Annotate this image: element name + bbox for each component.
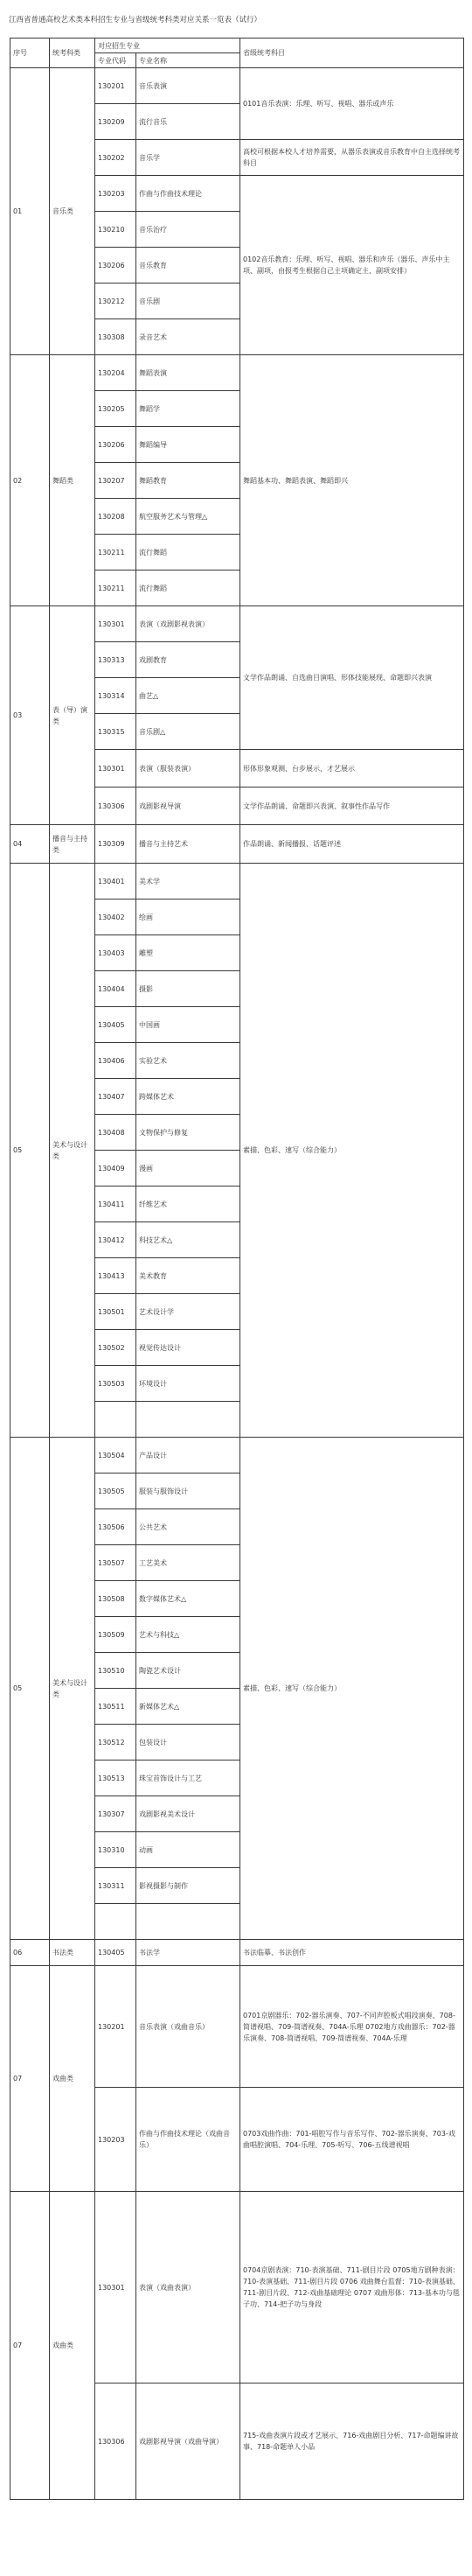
major-code-cell: 130503 <box>95 1366 136 1402</box>
major-name-cell: 中国画 <box>136 1007 240 1043</box>
major-name-cell: 流行舞蹈 <box>136 535 240 570</box>
major-code-cell: 130307 <box>95 1796 136 1832</box>
major-name-cell: 陶瓷艺术设计 <box>136 1653 240 1689</box>
seq-cell: 06 <box>10 1940 50 1966</box>
major-code-cell: 130413 <box>95 1258 136 1294</box>
major-name-cell <box>136 1402 240 1438</box>
seq-cell: 01 <box>10 68 50 355</box>
table-row <box>10 1438 464 1474</box>
major-code-cell: 130202 <box>95 140 136 176</box>
category-cell: 美术与设计类 <box>50 1438 95 1940</box>
table-row <box>10 1966 464 2088</box>
major-code-cell: 130505 <box>95 1474 136 1509</box>
category-cell: 戏曲类 <box>50 2192 95 2500</box>
table-row <box>10 2192 464 2384</box>
seq-cell: 05 <box>10 864 50 1438</box>
major-code-cell: 130412 <box>95 1222 136 1258</box>
major-name-cell: 音乐表演（戏曲音乐） <box>136 1966 240 2088</box>
major-code-cell: 130501 <box>95 1294 136 1330</box>
major-name-cell: 纤维艺术 <box>136 1186 240 1222</box>
major-name-cell: 戏剧影视导演（戏曲导演） <box>136 2384 240 2500</box>
major-name-cell: 环境设计 <box>136 1366 240 1402</box>
major-name-cell: 作曲与作曲技术理论（戏曲音乐） <box>136 2088 240 2192</box>
header-category: 统考科类 <box>50 38 95 68</box>
major-code-cell: 130211 <box>95 535 136 570</box>
major-name-cell: 艺术与科技△ <box>136 1617 240 1653</box>
major-code-cell: 130313 <box>95 642 136 678</box>
major-code-cell: 130203 <box>95 2088 136 2192</box>
major-code-cell: 130301 <box>95 750 136 788</box>
major-name-cell: 新媒体艺术△ <box>136 1689 240 1725</box>
exam-subjects-cell: 715-戏曲表演片段或才艺展示、716-戏曲剧目分析、717-命题编讲故事、718-命题单人小品 <box>240 2384 464 2500</box>
exam-subjects-cell: 文学作品朗诵、命题即兴表演、叙事性作品写作 <box>240 788 464 825</box>
major-code-cell: 130504 <box>95 1438 136 1474</box>
major-code-cell: 130209 <box>95 104 136 140</box>
table-body <box>10 38 464 2500</box>
major-name-cell: 戏剧影视导演 <box>136 788 240 825</box>
major-code-cell: 130404 <box>95 971 136 1007</box>
major-code-cell: 130201 <box>95 68 136 104</box>
major-name-cell: 流行音乐 <box>136 104 240 140</box>
table-row <box>10 1940 464 1966</box>
major-name-cell: 舞蹈学 <box>136 391 240 427</box>
major-name-cell: 雕塑 <box>136 935 240 971</box>
major-code-cell: 130405 <box>95 1940 136 1966</box>
major-code-cell: 130205 <box>95 391 136 427</box>
major-code-cell: 130309 <box>95 825 136 864</box>
exam-subjects-cell: 舞蹈基本功、舞蹈表演、舞蹈即兴 <box>240 355 464 606</box>
major-code-cell <box>95 1402 136 1438</box>
major-name-cell: 音乐表演 <box>136 68 240 104</box>
major-code-cell: 130409 <box>95 1151 136 1186</box>
major-name-cell: 戏剧教育 <box>136 642 240 678</box>
major-code-cell: 130411 <box>95 1186 136 1222</box>
major-code-cell: 130204 <box>95 355 136 391</box>
major-name-cell: 艺术设计学 <box>136 1294 240 1330</box>
major-name-cell: 作曲与作曲技术理论 <box>136 176 240 212</box>
major-name-cell: 表演（服装表演） <box>136 750 240 788</box>
major-name-cell: 跨媒体艺术 <box>136 1079 240 1115</box>
major-code-cell: 130403 <box>95 935 136 971</box>
major-code-cell: 130301 <box>95 606 136 642</box>
seq-cell: 02 <box>10 355 50 606</box>
seq-cell: 05 <box>10 1438 50 1940</box>
major-name-cell: 产品设计 <box>136 1438 240 1474</box>
major-code-cell: 130407 <box>95 1079 136 1115</box>
major-code-cell: 130506 <box>95 1509 136 1545</box>
major-code-cell: 130310 <box>95 1832 136 1868</box>
major-code-cell: 130210 <box>95 212 136 248</box>
table-row <box>10 606 464 642</box>
major-name-cell: 包装设计 <box>136 1725 240 1760</box>
exam-subjects-cell: 文学作品朗诵、自选曲目演唱、形体技能展现、命题即兴表演 <box>240 606 464 750</box>
category-cell: 音乐类 <box>50 68 95 355</box>
category-cell: 舞蹈类 <box>50 355 95 606</box>
major-code-cell: 130206 <box>95 248 136 284</box>
table-row <box>10 825 464 864</box>
major-code-cell: 130315 <box>95 714 136 750</box>
header-code: 专业代码 <box>95 53 136 68</box>
category-cell: 书法类 <box>50 1940 95 1966</box>
major-name-cell: 表演（戏剧影视表演） <box>136 606 240 642</box>
seq-cell: 04 <box>10 825 50 864</box>
major-code-cell: 130207 <box>95 463 136 499</box>
major-name-cell: 音乐教育 <box>136 248 240 284</box>
category-cell: 表（导）演类 <box>50 606 95 825</box>
major-code-cell: 130201 <box>95 1966 136 2088</box>
major-name-cell: 数字媒体艺术△ <box>136 1581 240 1617</box>
major-code-cell: 130212 <box>95 284 136 319</box>
exam-subjects-cell: 素描、色彩、速写（综合能力） <box>240 864 464 1438</box>
major-name-cell: 科技艺术△ <box>136 1222 240 1258</box>
table-row <box>10 355 464 391</box>
exam-subjects-cell: 0102音乐教育：乐理、听写、视唱、器乐和声乐（器乐、声乐中主项、副项，由报考生根据自己主项确定主、副项安排） <box>240 176 464 355</box>
major-name-cell: 录音艺术 <box>136 319 240 355</box>
major-name-cell: 音乐治疗 <box>136 212 240 248</box>
major-code-cell: 130206 <box>95 427 136 463</box>
exam-subjects-cell: 作品朗诵、新闻播报、话题评述 <box>240 825 464 864</box>
major-code-cell: 130406 <box>95 1043 136 1079</box>
major-name-cell <box>136 1904 240 1940</box>
major-code-cell: 130308 <box>95 319 136 355</box>
major-code-cell: 130311 <box>95 1868 136 1904</box>
major-code-cell: 130401 <box>95 864 136 900</box>
header-major-group: 对应招生专业 <box>95 38 240 53</box>
exam-subjects-cell: 形体形象观测、台步展示、才艺展示 <box>240 750 464 788</box>
major-name-cell: 音乐剧△ <box>136 714 240 750</box>
major-code-cell: 130314 <box>95 678 136 714</box>
major-name-cell: 舞蹈教育 <box>136 463 240 499</box>
exam-subjects-cell: 0704京剧表演：710-表演基础、711-剧目片段 0705地方剧种表演：710-表演基础、711-剧目片段 0706 戏曲舞台监督：710-表演基础、711-剧目片段、712-戏曲基础理论 0707 戏曲形体：713-基本功与毯子功、714-把子功与身段 <box>240 2192 464 2384</box>
major-name-cell: 书法学 <box>136 1940 240 1966</box>
major-name-cell: 戏剧影视美术设计 <box>136 1796 240 1832</box>
major-name-cell: 绘画 <box>136 900 240 935</box>
seq-cell: 07 <box>10 1966 50 2192</box>
category-cell: 戏曲类 <box>50 1966 95 2192</box>
major-name-cell: 实验艺术 <box>136 1043 240 1079</box>
major-name-cell: 服装与服饰设计 <box>136 1474 240 1509</box>
major-name-cell: 美术教育 <box>136 1258 240 1294</box>
major-code-cell: 130408 <box>95 1115 136 1151</box>
major-name-cell: 舞蹈表演 <box>136 355 240 391</box>
major-name-cell: 漫画 <box>136 1151 240 1186</box>
major-code-cell: 130405 <box>95 1007 136 1043</box>
exam-subjects-cell: 高校可根据本校人才培养需要，从器乐表演或音乐教育中自主选择统考科目 <box>240 140 464 176</box>
exam-subjects-cell: 0101音乐表演：乐理、听写、视唱、器乐或声乐 <box>240 68 464 140</box>
header-row-1 <box>10 38 464 53</box>
exam-subjects-cell: 书法临摹、书法创作 <box>240 1940 464 1966</box>
major-code-cell: 130510 <box>95 1653 136 1689</box>
major-name-cell: 动画 <box>136 1832 240 1868</box>
major-code-cell: 130301 <box>95 2192 136 2384</box>
exam-subjects-cell: 素描、色彩、速写（综合能力） <box>240 1438 464 1940</box>
major-code-cell: 130507 <box>95 1545 136 1581</box>
major-name-cell: 流行舞蹈 <box>136 570 240 606</box>
major-name-cell: 工艺美术 <box>136 1545 240 1581</box>
major-code-cell: 130402 <box>95 900 136 935</box>
header-name: 专业名称 <box>136 53 240 68</box>
exam-subjects-cell: 0703戏曲作曲：701-唱腔写作与音乐写作、702-器乐演奏、703-戏曲唱腔演唱、704-乐理、705-听写、706-五线谱视唱 <box>240 2088 464 2192</box>
major-code-cell: 130306 <box>95 788 136 825</box>
major-name-cell: 视觉传达设计 <box>136 1330 240 1366</box>
major-code-cell: 130511 <box>95 1689 136 1725</box>
table-row <box>10 68 464 104</box>
major-code-cell <box>95 1904 136 1940</box>
table-row <box>10 864 464 900</box>
major-name-cell: 曲艺△ <box>136 678 240 714</box>
major-name-cell: 影视摄影与制作 <box>136 1868 240 1904</box>
major-code-cell: 130508 <box>95 1581 136 1617</box>
major-name-cell: 珠宝首饰设计与工艺 <box>136 1760 240 1796</box>
major-code-cell: 130203 <box>95 176 136 212</box>
category-cell: 播音与主持类 <box>50 825 95 864</box>
seq-cell: 07 <box>10 2192 50 2500</box>
major-name-cell: 音乐学 <box>136 140 240 176</box>
major-code-cell: 130211 <box>95 570 136 606</box>
major-name-cell: 音乐剧 <box>136 284 240 319</box>
major-name-cell: 摄影 <box>136 971 240 1007</box>
major-name-cell: 公共艺术 <box>136 1509 240 1545</box>
major-name-cell: 表演（戏曲表演） <box>136 2192 240 2384</box>
correspondence-table <box>10 38 464 2500</box>
major-name-cell: 播音与主持艺术 <box>136 825 240 864</box>
major-code-cell: 130513 <box>95 1760 136 1796</box>
major-name-cell: 美术学 <box>136 864 240 900</box>
header-exam-subjects: 省级统考科目 <box>240 38 464 68</box>
document-title: 江西省普通高校艺术类本科招生专业与省级统考科类对应关系一览表（试行） <box>9 16 262 24</box>
major-name-cell: 航空服务艺术与管理△ <box>136 499 240 535</box>
seq-cell: 03 <box>10 606 50 825</box>
category-cell: 美术与设计类 <box>50 864 95 1438</box>
major-code-cell: 130502 <box>95 1330 136 1366</box>
major-name-cell: 舞蹈编导 <box>136 427 240 463</box>
major-code-cell: 130208 <box>95 499 136 535</box>
major-name-cell: 文物保护与修复 <box>136 1115 240 1151</box>
major-code-cell: 130512 <box>95 1725 136 1760</box>
exam-subjects-cell: 0701京剧器乐：702-器乐演奏、707-不同声腔板式唱段演奏、708-简谱视唱、709-简谱视奏、704A-乐理 0702地方戏曲器乐：702-器乐演奏、708-简谱视唱、709-简谱视奏、704A-乐理 <box>240 1966 464 2088</box>
header-seq: 序号 <box>10 38 50 68</box>
major-code-cell: 130509 <box>95 1617 136 1653</box>
major-code-cell: 130306 <box>95 2384 136 2500</box>
